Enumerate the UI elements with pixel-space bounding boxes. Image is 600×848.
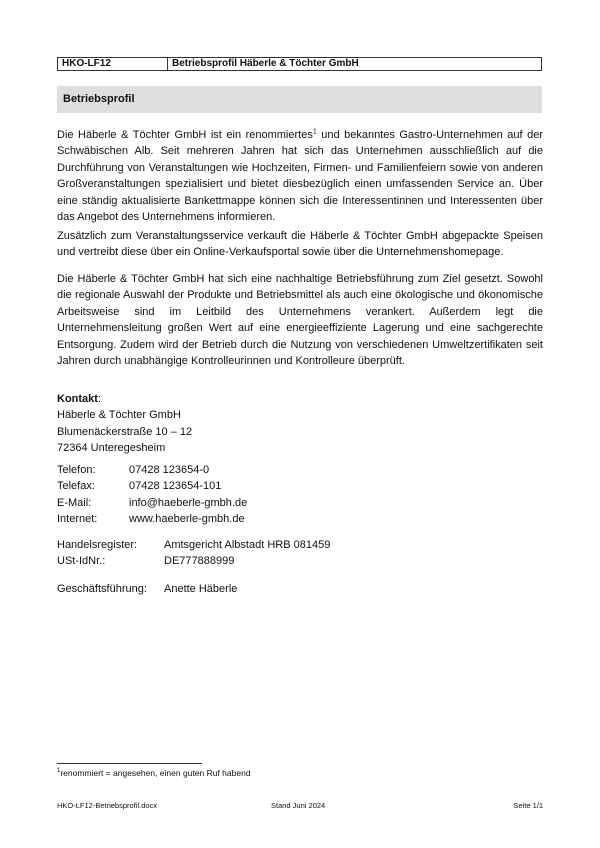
contact-block	[57, 391, 192, 457]
communication-block	[57, 462, 247, 528]
header-code: HKO-LF12	[58, 58, 168, 70]
contact-label: Kontakt	[57, 393, 98, 405]
paragraph-intro	[57, 127, 543, 225]
management-value: Anette Häberle	[164, 583, 238, 595]
vat-value: DE777888999	[164, 555, 235, 568]
web-label: Internet:	[57, 513, 98, 526]
phone-value: 07428 123654-0	[129, 464, 210, 476]
paragraph-intro-start: Die Häberle & Töchter GmbH ist ein renommiertes	[57, 129, 313, 141]
footnote-number: 1	[57, 768, 61, 775]
paragraph-sales: Zusätzlich zum Veranstaltungsservice verkauft die Häberle & Töchter GmbH abgepackte Speisen und vertreibt diese über ein Online-Verkaufsportal sowie über die Unternehmenshomepage.	[57, 230, 543, 259]
register-value: Amtsgericht Albstadt HRB 081459	[164, 539, 331, 551]
contact-label-colon: :	[97, 393, 102, 405]
web-link[interactable]: www.haeberle-gmbh.de	[129, 513, 245, 526]
paragraph-sustainability: Die Häberle & Töchter GmbH hat sich eine nachhaltige Betriebsführung zum Ziel gesetzt. Sowohl die regionale Auswahl der Produkte und Betriebsmittel als auch eine ökologische und ökonomische Arbeitsweise sind im Leitbild des Unternehmens verankert. Außerdem legt die Unternehmensleitung großen Wert auf eine energieeffiziente Lagerung und eine sachgerechte Entsorgung. Zudem wird der Betrieb durch die Nutzung von verschiedenen Umweltzertifikaten seit Jahren durch unabhängige Kontrolleurinnen und Kontrolleure überprüft.	[57, 273, 543, 368]
footer-filename: HKO-LF12-Betriebsprofil.docx	[57, 801, 158, 810]
management-block	[57, 581, 237, 597]
footer-page-number: Seite 1/1	[513, 801, 543, 810]
header-table	[57, 57, 542, 71]
email-label: E-Mail:	[57, 496, 92, 509]
footnote-divider	[57, 763, 202, 764]
paragraph-intro-rest: und bekanntes Gastro-Unternehmen auf der Schwäbischen Alb. Seit mehreren Jahren hat sich das Unternehmen ausschließlich auf die Durchführung von Veranstaltungen wie Hochzeiten, Firmen- und Familienfeiern sowie von anderen Großveranstaltungen spezialisiert und bietet diesbezüglich einen umfassenden Service an. Über eine ständig aktualisierte Bankettmappe können sich die Interessentinnen und Interessenten über das Angebot des Unternehmens informieren.	[57, 129, 543, 224]
fax-label: Telefax:	[57, 480, 95, 493]
footnote-text: renommiert = angesehen, einen guten Ruf habend	[60, 768, 251, 778]
phone-label: Telefon:	[57, 464, 96, 476]
section-heading: Betriebsprofil	[57, 86, 542, 113]
contact-city: 72364 Unteregesheim	[57, 442, 166, 455]
footer-date: Stand Juni 2024	[271, 801, 326, 810]
vat-label: USt-IdNr.:	[57, 555, 106, 568]
fax-value: 07428 123654-101	[129, 480, 222, 493]
footnote-reference[interactable]: 1	[312, 128, 317, 136]
email-link[interactable]: info@haeberle-gmbh.de	[129, 496, 248, 509]
management-label: Geschäftsführung:	[57, 583, 147, 595]
register-block	[57, 537, 330, 570]
register-label: Handelsregister:	[57, 539, 138, 551]
contact-company: Häberle & Töchter GmbH	[57, 409, 181, 422]
footnote	[57, 767, 251, 779]
contact-street: Blumenäckerstraße 10 – 12	[57, 425, 193, 438]
header-title: Betriebsprofil Häberle & Töchter GmbH	[172, 58, 359, 69]
